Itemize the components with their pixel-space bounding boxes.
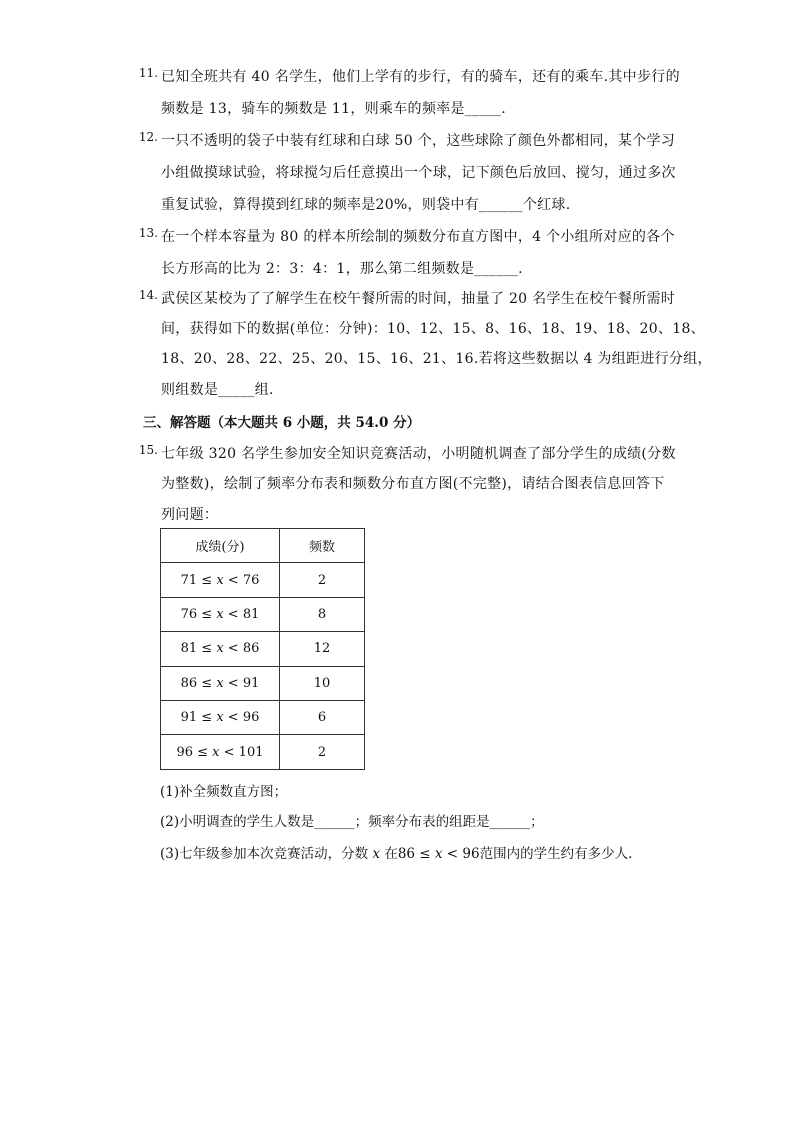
table-header-cell: 成绩(分) [161,529,280,563]
question-text-line: 已知全班共有 40 名学生，他们上学有的步行，有的骑车，还有的乘车.其中步行的 [161,69,680,85]
table-cell-range: 81 ≤ 𝑥 < 86 [161,632,280,666]
question-text-line: 七年级 320 名学生参加安全知识竞赛活动，小明随机调查了部分学生的成绩(分数 [161,446,676,462]
question-text-line: 为整数)，绘制了频率分布表和频数分布直方图(不完整)，请结合图表信息回答下 [161,476,665,492]
question-text-line: 武侯区某校为了了解学生在校午餐所需的时间，抽量了 20 名学生在校午餐所需时 [161,291,676,307]
subquestion-2: (2)小明调查的学生人数是______；频率分布表的组距是______； [160,814,544,830]
question-text-line: 重复试验，算得摸到红球的频率是20%，则袋中有______个红球. [161,197,571,213]
question-text-line: 列问题： [161,507,219,523]
table-cell-frequency: 10 [280,666,365,700]
question-text-line: 长方形高的比为 2：3：4：1，那么第二组频数是______. [161,261,523,277]
question-text-line: 则组数是_____组. [161,382,274,398]
table-row [161,735,365,769]
table-cell-range: 91 ≤ 𝑥 < 96 [161,700,280,734]
table-cell-frequency: 2 [280,563,365,597]
subquestion-1: (1)补全频数直方图； [160,784,288,800]
question-number: 14. [138,288,158,302]
question-number: 12. [138,130,158,144]
table-cell-range: 76 ≤ 𝑥 < 81 [161,597,280,631]
table-cell-frequency: 6 [280,700,365,734]
question-number: 13. [138,226,158,240]
table-cell-range: 71 ≤ 𝑥 < 76 [161,563,280,597]
table-cell-frequency: 2 [280,735,365,769]
section-heading: 三、解答题（本大题共 6 小题，共 54.0 分） [143,415,421,431]
question-text-line: 在一个样本容量为 80 的样本所绘制的频数分布直方图中，4 个小组所对应的各个 [161,229,675,245]
table-header-row [161,529,365,563]
table-cell-range: 96 ≤ 𝑥 < 101 [161,735,280,769]
question-text-line: 小组做摸球试验，将球搅匀后任意摸出一个球，记下颜色后放回、搅匀，通过多次 [161,165,676,181]
subquestion-3: (3)七年级参加本次竞赛活动，分数 𝑥 在86 ≤ 𝑥 < 96范围内的学生约有多少人. [160,846,633,862]
question-number: 15. [138,443,158,457]
table-row [161,563,365,597]
table-row [161,700,365,734]
table-header-cell: 频数 [280,529,365,563]
question-text-line: 频数是 13，骑车的频数是 11，则乘车的频率是_____. [161,101,506,117]
frequency-table [160,528,365,770]
table-cell-frequency: 8 [280,597,365,631]
table-row [161,597,365,631]
question-text-line: 一只不透明的袋子中装有红球和白球 50 个，这些球除了颜色外都相同，某个学习 [161,133,676,149]
table-row [161,666,365,700]
question-text-line: 间，获得如下的数据(单位：分钟)：10、12、15、8、16、18、19、18、20、18、 [161,321,705,337]
table-row [161,632,365,666]
question-text-line: 18、20、28、22、25、20、15、16、21、16.若将这些数据以 4 为组距进行分组， [161,351,712,367]
table-cell-range: 86 ≤ 𝑥 < 91 [161,666,280,700]
table-cell-frequency: 12 [280,632,365,666]
question-number: 11. [138,66,158,80]
